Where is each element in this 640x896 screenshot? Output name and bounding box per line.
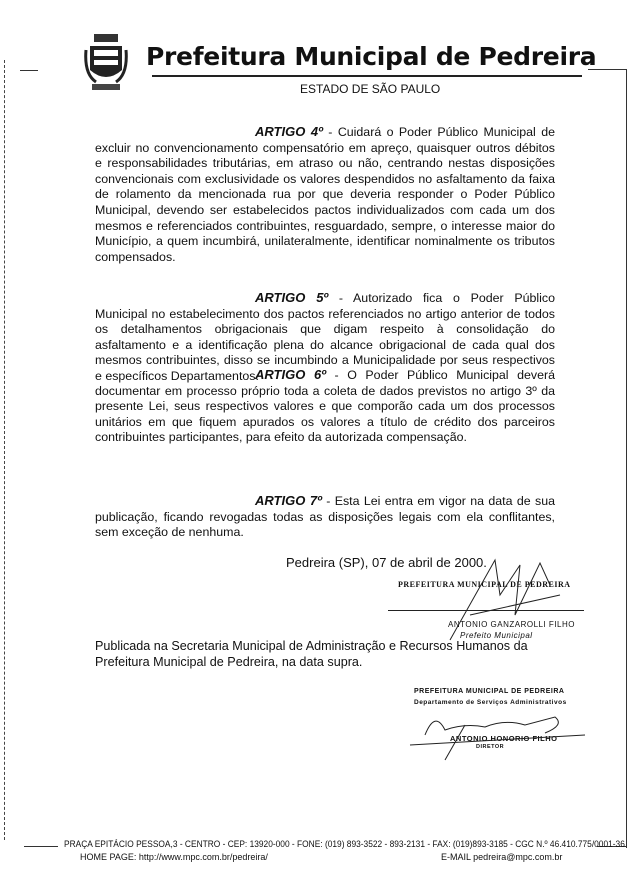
page-title: Prefeitura Municipal de Pedreira (146, 42, 597, 71)
publication-note: Publicada na Secretaria Municipal de Administração e Recursos Humanos da Prefeitura Municipal de Pedreira, na data supra. (95, 639, 528, 669)
footer-email: E-MAIL pedreira@mpc.com.br (441, 852, 563, 862)
signature-stamp: PREFEITURA MUNICIPAL DE PEDREIRA (414, 688, 565, 695)
divider (626, 69, 627, 848)
scan-border (4, 60, 6, 840)
article-7 (95, 493, 555, 541)
article-text: - Autorizado fica o Poder Público Municipal no estabelecimento dos pactos referenciados no artigo anterior de todos os detalhamentos obrigacionais que digam respeito à consolidação do asfaltamento e a identificação plena do alcance obrigacional de cada qual dos mesmos contribuintes, disso se incumbindo a Municipalidade por seus respectivos e específicos Departamentos. (95, 291, 555, 383)
article-label: ARTIGO 4º (255, 124, 323, 139)
date-line: Pedreira (SP), 07 de abril de 2000. (286, 555, 487, 570)
signatory-role: DIRETOR (476, 744, 505, 750)
state-subtitle: ESTADO DE SÃO PAULO (300, 82, 441, 96)
signatory-role: Prefeito Municipal (460, 631, 533, 640)
municipal-crest-logo (84, 30, 128, 96)
divider (24, 846, 58, 847)
divider (20, 70, 38, 71)
article-label: ARTIGO 6º (255, 367, 327, 382)
title-rule (152, 75, 582, 77)
handwritten-signature (440, 555, 600, 645)
article-label: ARTIGO 7º (255, 493, 322, 508)
article-label: ARTIGO 5º (255, 290, 329, 305)
article-text: - Esta Lei entra em vigor na data de sua publicação, ficando revogadas todas as disposições legais com ela conflitantes, sem exceção de nenhuma. (95, 494, 555, 540)
article-4 (95, 124, 555, 265)
article-text: - O Poder Público Municipal deverá documentar em processo próprio toda a coleta de dados previstos no artigo 3º da presente Lei, seus respectivos valores e que comporão cada um dos processos unitários em que fiquem apurados os valores a título de crédito dos parceiros contribuintes participantes, para efeito da autorizada compensação. (95, 368, 555, 445)
footer-homepage: HOME PAGE: http://www.mpc.com.br/pedreira/ (80, 852, 268, 862)
signatory-name: ANTONIO GANZAROLLI FILHO (448, 620, 575, 629)
article-text: - Cuidará o Poder Público Municipal de excluir no convencionamento compensatório em apreço, quaisquer outros débitos e responsabilidades tributárias, em atraso ou não, centrando nestas disposições convencionais com exclusividade os valores despendidos no asfaltamento da faixa de rolamento da mencionada rua por que deveria responder o Poder Público Municipal, devendo ser estabelecidos pactos individualizados com cada um dos mesmos e referenciados contribuintes, resguardado, sempre, o interesse maior do Município, a quem incumbirá, unilateralmente, identificar nominalmente os tributos compensados. (95, 125, 555, 264)
signatory-name: ANTONIO HONORIO FILHO (450, 734, 558, 743)
handwritten-signature (405, 705, 595, 765)
footer-address: PRAÇA EPITÁCIO PESSOA,3 - CENTRO - CEP: 13920-000 - FONE: (019) 893-3522 - 893-2131 - FAX: (019)893-3185 - CGC N.º 46.410.775/0001-36 (64, 839, 625, 849)
article-6 (95, 367, 555, 446)
signature-stamp: PREFEITURA MUNICIPAL DE PEDREIRA (398, 580, 571, 589)
department-stamp: Departamento de Serviços Administrativos (414, 699, 567, 706)
